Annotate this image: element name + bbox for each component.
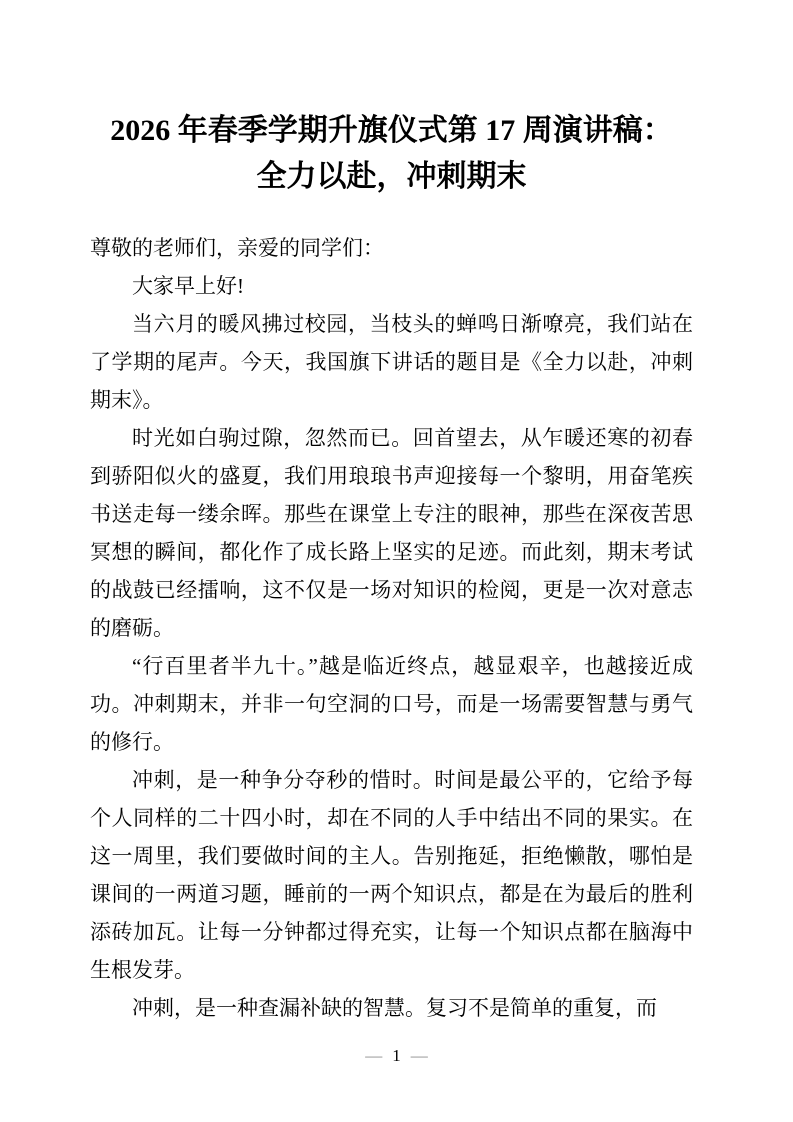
paragraph: 当六月的暖风拂过校园，当枝头的蝉鸣日渐嘹亮，我们站在了学期的尾声。今天，我国旗下讲话的题目是《全力以赴，冲刺期末》。 [90,312,693,412]
footer-dash-right: — [410,1046,428,1065]
footer-dash-left: — [365,1046,383,1065]
document-title [90,108,693,200]
page-footer [0,1047,793,1064]
paragraph: 时光如白驹过隙，忽然而已。回首望去，从乍暖还寒的初春到骄阳似火的盛夏，我们用琅琅书声迎接每一个黎明，用奋笔疾书送走每一缕余晖。那些在课堂上专注的眼神，那些在深夜苦思冥想的瞬间，都化作了成长路上坚实的足迹。而此刻，期末考试的战鼓已经擂响，这不仅是一场对知识的检阅，更是一次对意志的磨砺。 [90,426,693,640]
paragraph: 尊敬的老师们，亲爱的同学们： [90,236,384,260]
paragraph: 冲刺，是一种争分夺秒的惜时。时间是最公平的，它给予每个人同样的二十四小时，却在不同的人手中结出不同的果实。在这一周里，我们要做时间的主人。告别拖延，拒绝懒散，哪怕是课间的一两道习题，睡前的一两个知识点，都是在为最后的胜利添砖加瓦。让每一分钟都过得充实，让每一个知识点都在脑海中生根发芽。 [90,768,693,982]
title-line-2: 全力以赴，冲刺期末 [256,160,527,193]
paragraph: 冲刺，是一种查漏补缺的智慧。复习不是简单的重复，而 [132,996,657,1020]
paragraph: 大家早上好! [132,274,244,298]
document-body [90,229,693,1027]
title-line-1: 2026 年春季学期升旗仪式第 17 周演讲稿： [110,114,673,147]
paragraph: “行百里者半九十。”越是临近终点，越显艰辛，也越接近成功。冲刺期末，并非一句空洞的口号，而是一场需要智慧与勇气的修行。 [90,654,693,754]
page-number: 1 [392,1046,401,1065]
